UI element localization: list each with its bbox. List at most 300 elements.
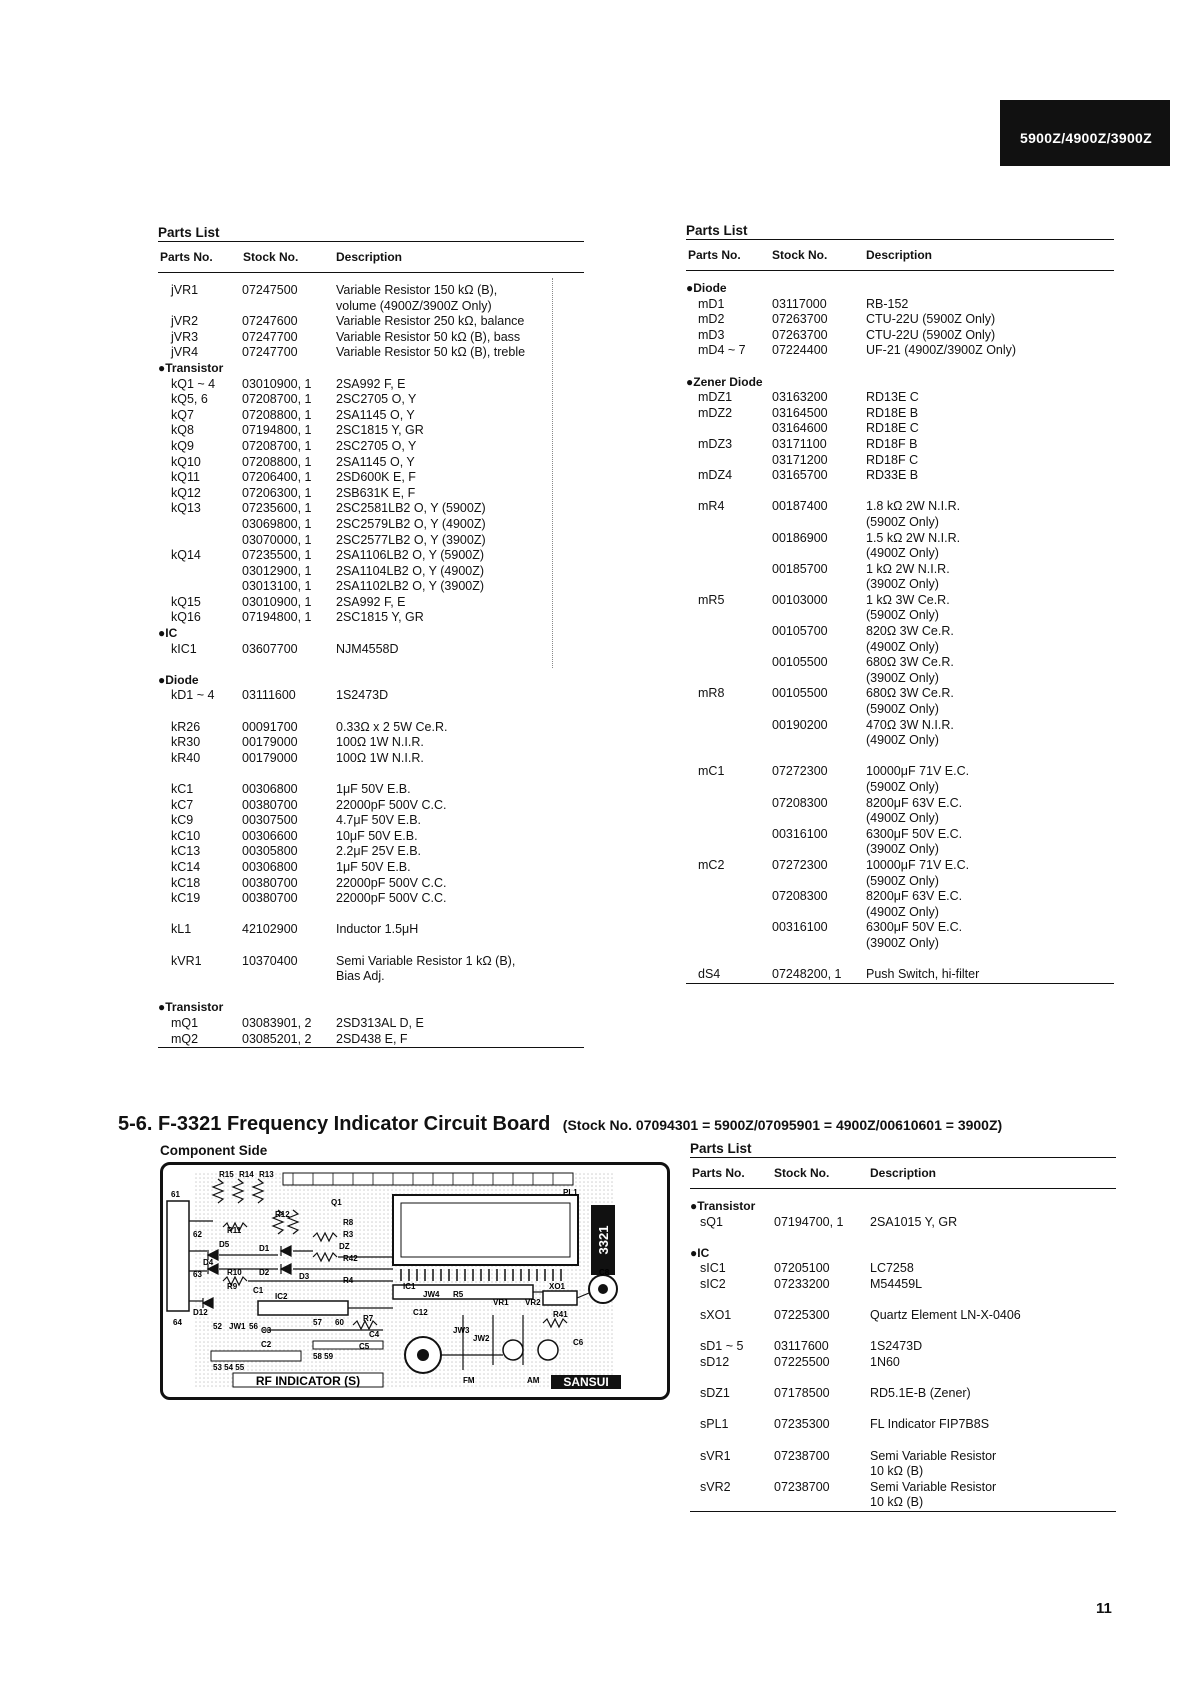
- board-parts-list: [690, 1140, 1116, 1512]
- ic2-label: IC2: [275, 1292, 288, 1301]
- stock-number: 07208700, 1: [242, 438, 312, 453]
- bottom-connector-left: [211, 1351, 301, 1361]
- part-row: [158, 579, 584, 595]
- part-number: mR4: [698, 499, 725, 514]
- part-description: (5900Z Only): [866, 608, 939, 623]
- stock-number: 03013100, 1: [242, 579, 312, 594]
- stock-number: 07247700: [242, 329, 298, 344]
- part-number: sDZ1: [700, 1386, 730, 1401]
- jw4-label: JW4: [423, 1290, 440, 1299]
- right-parts-title: Parts List: [686, 223, 748, 238]
- r12-label: R12: [275, 1210, 290, 1219]
- part-description: 1μF 50V E.B.: [336, 782, 411, 796]
- part-description: 10 kΩ (B): [870, 1464, 924, 1479]
- part-description: 680Ω 3W Ce.R.: [866, 686, 954, 701]
- c4-label: C4: [369, 1330, 380, 1339]
- stock-number: 07238700: [774, 1479, 830, 1494]
- stock-number: 03069800, 1: [242, 516, 312, 531]
- pin-53-55: 53 54 55: [213, 1363, 245, 1372]
- r14-label: R14: [239, 1170, 254, 1179]
- col-stock-no: Stock No.: [772, 248, 828, 262]
- board-code-label: 3321: [596, 1225, 611, 1255]
- part-row: [686, 531, 1114, 547]
- part-row: [686, 390, 1114, 406]
- part-number: kC18: [171, 875, 201, 890]
- left-bottom-rule: [158, 1047, 584, 1048]
- part-number: kQ7: [171, 407, 194, 422]
- part-number: sVR1: [700, 1448, 731, 1463]
- part-description: (5900Z Only): [866, 873, 939, 888]
- category-heading: [158, 673, 584, 689]
- category-label: ●Diode: [158, 672, 199, 687]
- part-description: 2SA1106LB2 O, Y (5900Z): [336, 548, 485, 563]
- part-description: 10000μF 71V E.C.: [866, 764, 970, 779]
- part-description: 1μF 50V E.B.: [336, 859, 411, 874]
- jw1-label: JW1: [229, 1322, 246, 1331]
- d5-label: D5: [219, 1240, 230, 1249]
- part-row: [158, 533, 584, 549]
- part-description: 2SC2581LB2 O, Y (5900Z): [336, 501, 486, 516]
- c5-label: C5: [359, 1342, 370, 1351]
- part-row: [158, 486, 584, 502]
- xo1-label: XO1: [549, 1282, 566, 1291]
- part-number: mC1: [698, 764, 725, 779]
- section-subtitle: (Stock No. 07094301 = 5900Z/07095901 = 4900Z/00610601 = 3900Z): [562, 1117, 1003, 1133]
- pin-63: 63: [193, 1270, 202, 1279]
- part-row: [158, 392, 584, 408]
- part-description: Semi Variable Resistor: [870, 1479, 997, 1494]
- part-number: jVR3: [171, 329, 199, 344]
- part-row: [158, 844, 584, 860]
- r4-label: R4: [343, 1276, 354, 1285]
- row-spacer: [690, 1371, 1116, 1387]
- stock-number: 03165700: [772, 468, 828, 483]
- part-row: [686, 702, 1114, 718]
- part-row: [158, 751, 584, 767]
- part-description: Variable Resistor 250 kΩ, balance: [336, 314, 525, 329]
- part-row: [158, 564, 584, 580]
- part-description: 820Ω 3W Ce.R.: [866, 624, 954, 639]
- part-description: (4900Z Only): [866, 811, 939, 826]
- part-number: kC7: [171, 797, 194, 812]
- stock-number: 03164600: [772, 421, 828, 436]
- part-description: RD18E C: [866, 421, 919, 436]
- part-row: [686, 936, 1114, 952]
- part-description: volume (4900Z/3900Z Only): [336, 298, 492, 313]
- col-stock-no: Stock No.: [243, 250, 299, 264]
- part-row: [686, 328, 1114, 344]
- board-header: [690, 1158, 1116, 1188]
- part-description: 22000pF 500V C.C.: [336, 891, 447, 906]
- r5-label: R5: [453, 1290, 464, 1299]
- part-description: M54459L: [870, 1276, 923, 1291]
- pin-61: 61: [171, 1190, 180, 1199]
- stock-number: 07208700, 1: [242, 392, 312, 407]
- stock-number: 00306800: [242, 859, 298, 874]
- part-number: kQ10: [171, 454, 201, 469]
- part-description: 2SA992 F, E: [336, 376, 406, 391]
- part-row: [690, 1495, 1116, 1511]
- part-description: 2SA1104LB2 O, Y (4900Z): [336, 563, 485, 578]
- part-row: [686, 577, 1114, 593]
- part-description: (4900Z Only): [866, 733, 939, 748]
- part-description: NJM4558D: [336, 641, 399, 656]
- part-row: [690, 1417, 1116, 1433]
- part-description: 2SC2705 O, Y: [336, 438, 417, 453]
- stock-number: 03117000: [772, 296, 827, 311]
- row-spacer: [690, 1293, 1116, 1309]
- r3-label: R3: [343, 1230, 354, 1239]
- part-description: RD33E B: [866, 468, 919, 483]
- part-row: [686, 562, 1114, 578]
- jw3-label: JW3: [453, 1326, 470, 1335]
- c8-label: C8: [599, 1268, 610, 1277]
- stock-number: 10370400: [242, 953, 298, 968]
- part-description: UF-21 (4900Z/3900Z Only): [866, 343, 1017, 358]
- part-number: mR8: [698, 686, 725, 701]
- part-number: kD1 ~ 4: [171, 688, 215, 703]
- part-row: [686, 842, 1114, 858]
- stock-number: 07194800, 1: [242, 610, 312, 625]
- part-description: (4900Z Only): [866, 639, 939, 654]
- category-label: ●Transistor: [690, 1199, 756, 1213]
- category-heading: [158, 361, 584, 377]
- model-badge-text: 5900Z/4900Z/3900Z: [1020, 130, 1152, 146]
- stock-number: 00186900: [772, 530, 828, 545]
- r15-label: R15: [219, 1170, 234, 1179]
- part-description: Semi Variable Resistor: [870, 1448, 997, 1463]
- stock-number: 03070000, 1: [242, 532, 312, 547]
- part-description: 6300μF 50V E.C.: [866, 920, 963, 935]
- part-number: kC19: [171, 891, 201, 906]
- part-row: [686, 406, 1114, 422]
- part-number: kR30: [171, 735, 201, 750]
- pin-52: 52: [213, 1322, 222, 1331]
- stock-number: 07235300: [774, 1417, 830, 1432]
- part-row: [686, 453, 1114, 469]
- left-edge-connector: [167, 1201, 189, 1311]
- part-row: [158, 517, 584, 533]
- stock-number: 07178500: [774, 1386, 830, 1401]
- stock-number: 07224400: [772, 343, 828, 358]
- row-spacer: [158, 704, 584, 720]
- part-row: [158, 782, 584, 798]
- part-row: [686, 920, 1114, 936]
- fl-indicator-window: [401, 1203, 570, 1257]
- part-description: (5900Z Only): [866, 702, 939, 717]
- top-connector-strip: [283, 1173, 573, 1185]
- part-row: [158, 595, 584, 611]
- stock-number: 00179000: [242, 735, 298, 750]
- stock-number: 07225300: [774, 1308, 830, 1323]
- fm-label: FM: [463, 1376, 475, 1385]
- category-label: ●Diode: [686, 281, 727, 295]
- part-number: mD3: [698, 327, 725, 342]
- stock-number: 00105700: [772, 624, 828, 639]
- part-row: [686, 515, 1114, 531]
- stock-number: 00316100: [772, 920, 828, 935]
- row-spacer: [158, 766, 584, 782]
- category-label: ●Transistor: [158, 1000, 224, 1015]
- left-list-margin-line: [552, 278, 553, 668]
- part-description: Variable Resistor 50 kΩ (B), treble: [336, 345, 526, 360]
- ic2-package: [258, 1301, 348, 1315]
- part-description: CTU-22U (5900Z Only): [866, 312, 996, 327]
- stock-number: 07248200, 1: [772, 967, 842, 982]
- part-row: [690, 1449, 1116, 1465]
- col-description: Description: [866, 248, 933, 262]
- part-row: [686, 640, 1114, 656]
- part-row: [158, 798, 584, 814]
- jw2-label: JW2: [473, 1334, 490, 1343]
- part-number: kC1: [171, 782, 194, 796]
- part-number: kVR1: [171, 953, 202, 968]
- pin-62: 62: [193, 1230, 202, 1239]
- part-description: 1N60: [870, 1354, 900, 1369]
- part-description: 4.7μF 50V E.B.: [336, 813, 422, 828]
- right-bottom-rule: [686, 983, 1114, 984]
- row-spacer: [686, 952, 1114, 968]
- part-number: jVR1: [171, 283, 199, 297]
- left-rows: [158, 273, 584, 1047]
- d3-label: D3: [299, 1272, 310, 1281]
- stock-number: 03083901, 2: [242, 1015, 312, 1030]
- part-description: RD18F B: [866, 436, 918, 451]
- c2-label: C2: [261, 1340, 272, 1349]
- part-row: [158, 735, 584, 751]
- part-description: (4900Z Only): [866, 904, 939, 919]
- part-row: [158, 688, 584, 704]
- stock-number: 00185700: [772, 561, 828, 576]
- part-description: 2SD438 E, F: [336, 1031, 408, 1046]
- stock-number: 03117600: [774, 1339, 829, 1354]
- part-description: Variable Resistor 50 kΩ (B), bass: [336, 329, 521, 344]
- part-row: [690, 1480, 1116, 1496]
- board-diagram: [163, 1165, 667, 1397]
- part-number: sVR2: [700, 1479, 731, 1494]
- part-description: 8200μF 63V E.C.: [866, 889, 963, 904]
- part-number: dS4: [698, 967, 721, 982]
- part-row: [690, 1464, 1116, 1480]
- stock-number: 00305800: [242, 844, 298, 859]
- part-description: Quartz Element LN-X-0406: [870, 1308, 1021, 1323]
- board-rows: [690, 1189, 1116, 1511]
- stock-number: 00306800: [242, 782, 298, 796]
- col-description: Description: [336, 250, 403, 264]
- stock-number: 00187400: [772, 499, 828, 514]
- part-number: mC2: [698, 857, 725, 872]
- part-row: [686, 343, 1114, 359]
- bottom-connector-mid: [313, 1341, 383, 1349]
- section-title: 5-6. F-3321 Frequency Indicator Circuit Board: [118, 1113, 551, 1135]
- stock-number: 07238700: [774, 1448, 830, 1463]
- stock-number: 07272300: [772, 857, 828, 872]
- stock-number: 07208800, 1: [242, 407, 312, 422]
- part-number: mD2: [698, 312, 725, 327]
- part-description: 6300μF 50V E.C.: [866, 826, 963, 841]
- part-row: [686, 827, 1114, 843]
- part-row: [686, 468, 1114, 484]
- part-description: 10000μF 71V E.C.: [866, 857, 970, 872]
- part-description: 1.8 kΩ 2W N.I.R.: [866, 499, 961, 514]
- part-number: sIC1: [700, 1261, 726, 1276]
- col-part-no: Parts No.: [688, 248, 741, 262]
- col-part-no: Parts No.: [692, 1166, 745, 1180]
- part-description: LC7258: [870, 1261, 914, 1276]
- part-row: [686, 671, 1114, 687]
- stock-number: 07194700, 1: [774, 1214, 844, 1229]
- r9-label: R9: [227, 1282, 238, 1291]
- part-number: kQ16: [171, 610, 201, 625]
- stock-number: 03111600: [242, 688, 296, 703]
- part-number: kQ1 ~ 4: [171, 376, 216, 391]
- part-description: 2SC2705 O, Y: [336, 392, 417, 407]
- part-description: Inductor 1.5μH: [336, 922, 419, 937]
- part-number: jVR4: [171, 345, 199, 360]
- part-description: Bias Adj.: [336, 969, 385, 984]
- stock-number: 03085201, 2: [242, 1031, 312, 1046]
- part-row: [158, 548, 584, 564]
- part-row: [686, 686, 1114, 702]
- c6-label: C6: [573, 1338, 584, 1347]
- part-description: (3900Z Only): [866, 670, 939, 685]
- stock-number: 07247600: [242, 314, 298, 329]
- row-spacer: [690, 1230, 1116, 1246]
- part-row: [686, 889, 1114, 905]
- part-row: [686, 733, 1114, 749]
- part-number: mDZ1: [698, 390, 733, 405]
- part-row: [690, 1355, 1116, 1371]
- part-description: 2SC2577LB2 O, Y (3900Z): [336, 532, 486, 547]
- part-number: kIC1: [171, 641, 197, 656]
- stock-number: 07225500: [774, 1354, 830, 1369]
- part-description: (3900Z Only): [866, 935, 939, 950]
- part-description: (5900Z Only): [866, 780, 939, 794]
- part-description: 10μF 50V E.B.: [336, 828, 418, 843]
- part-description: Push Switch, hi-filter: [866, 967, 980, 982]
- part-description: 100Ω 1W N.I.R.: [336, 735, 424, 750]
- stock-number: 03164500: [772, 405, 828, 420]
- part-row: [690, 1339, 1116, 1355]
- part-description: (3900Z Only): [866, 842, 939, 857]
- part-description: 680Ω 3W Ce.R.: [866, 655, 954, 670]
- part-row: [686, 546, 1114, 562]
- left-header: [158, 242, 584, 272]
- section-heading: [118, 1113, 1002, 1136]
- part-description: 2SC1815 Y, GR: [336, 610, 424, 625]
- rf-indicator-label: RF INDICATOR (S): [255, 1374, 361, 1388]
- part-row: [690, 1261, 1116, 1277]
- stock-number: 07206400, 1: [242, 470, 312, 485]
- board-bottom-rule: [690, 1511, 1116, 1512]
- part-row: [686, 437, 1114, 453]
- category-heading: [158, 626, 584, 642]
- c3-label: C3: [261, 1326, 272, 1335]
- row-spacer: [158, 985, 584, 1001]
- part-row: [686, 593, 1114, 609]
- stock-number: 07235500, 1: [242, 548, 312, 563]
- part-number: kQ11: [171, 470, 200, 485]
- part-number: kC13: [171, 844, 201, 859]
- category-heading: [686, 375, 1114, 391]
- row-spacer: [158, 657, 584, 673]
- part-description: 2SD313AL D, E: [336, 1015, 424, 1030]
- part-number: mDZ4: [698, 468, 733, 483]
- part-number: kC10: [171, 828, 201, 843]
- part-number: kC14: [171, 859, 201, 874]
- part-description: 1.5 kΩ 2W N.I.R.: [866, 530, 961, 545]
- part-number: mD4 ~ 7: [698, 343, 746, 358]
- c1-label: C1: [253, 1286, 264, 1295]
- part-row: [158, 455, 584, 471]
- stock-number: 03171200: [772, 452, 828, 467]
- part-description: 1S2473D: [336, 688, 389, 703]
- part-row: [690, 1277, 1116, 1293]
- stock-number: 07263700: [772, 312, 828, 327]
- part-description: 100Ω 1W N.I.R.: [336, 750, 424, 765]
- part-description: 2SA1145 O, Y: [336, 407, 415, 422]
- board-parts-title: Parts List: [690, 1141, 752, 1156]
- part-description: (5900Z Only): [866, 514, 939, 529]
- col-description: Description: [870, 1166, 937, 1180]
- vr2-label: VR2: [525, 1298, 541, 1307]
- stock-number: 07208300: [772, 889, 828, 904]
- col-stock-no: Stock No.: [774, 1166, 830, 1180]
- part-row: [158, 642, 584, 658]
- part-row: [158, 610, 584, 626]
- part-row: [690, 1386, 1116, 1402]
- pin-64: 64: [173, 1318, 182, 1327]
- row-spacer: [686, 359, 1114, 375]
- part-row: [158, 1032, 584, 1048]
- part-number: mQ2: [171, 1031, 199, 1046]
- stock-number: 00380700: [242, 891, 298, 906]
- part-row: [158, 330, 584, 346]
- r13-label: R13: [259, 1170, 274, 1179]
- stock-number: 00105500: [772, 655, 828, 670]
- part-row: [686, 718, 1114, 734]
- row-spacer: [158, 938, 584, 954]
- part-number: sD1 ~ 5: [700, 1339, 744, 1354]
- vr1-label: VR1: [493, 1298, 509, 1307]
- stock-number: 07208300: [772, 795, 828, 810]
- part-number: sD12: [700, 1354, 730, 1369]
- r7-label: R7: [363, 1314, 374, 1323]
- part-row: [686, 796, 1114, 812]
- category-label: ●Transistor: [158, 360, 224, 375]
- stock-number: 00091700: [242, 719, 298, 734]
- stock-number: 07208800, 1: [242, 454, 312, 469]
- stock-number: 03012900, 1: [242, 563, 312, 578]
- brand-label: SANSUI: [563, 1375, 609, 1389]
- part-row: [158, 470, 584, 486]
- part-description: (4900Z Only): [866, 546, 939, 561]
- part-row: [686, 811, 1114, 827]
- part-row: [686, 297, 1114, 313]
- part-description: 2SC2579LB2 O, Y (4900Z): [336, 516, 486, 531]
- part-number: mD1: [698, 296, 725, 311]
- part-row: [158, 314, 584, 330]
- part-row: [686, 312, 1114, 328]
- part-row: [686, 624, 1114, 640]
- part-number: mDZ3: [698, 436, 733, 451]
- ic1-label: IC1: [403, 1282, 416, 1291]
- part-description: 2SA1145 O, Y: [336, 454, 415, 469]
- dz-label: DZ: [339, 1242, 350, 1251]
- part-row: [690, 1215, 1116, 1231]
- page-number: 11: [1096, 1600, 1112, 1617]
- stock-number: 00306600: [242, 828, 298, 843]
